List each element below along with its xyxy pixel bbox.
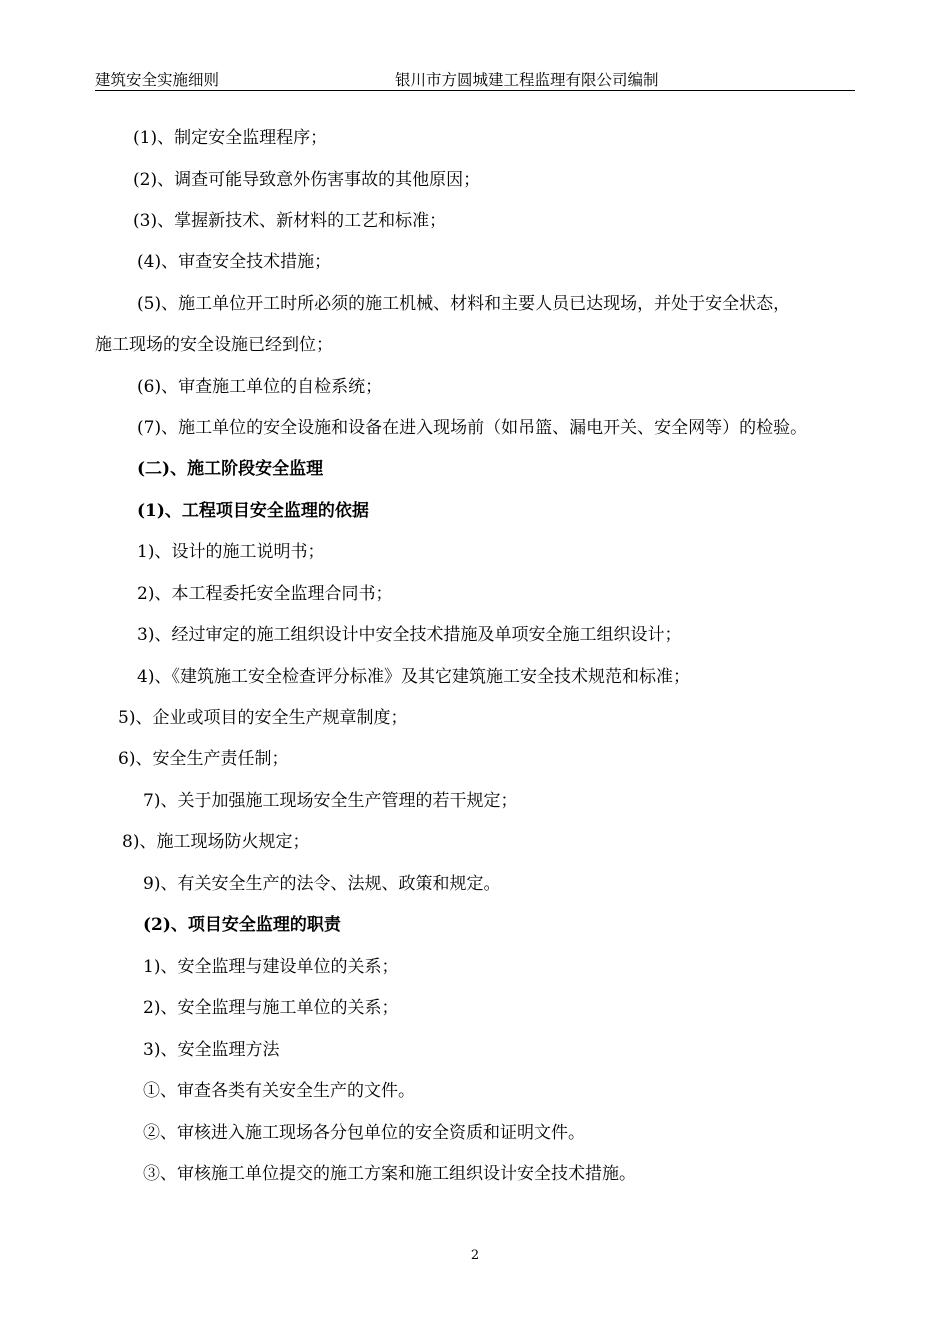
subsection-heading-2: (2)、项目安全监理的职责 — [143, 915, 341, 935]
page-header — [95, 68, 855, 91]
body-line-6: 施工现场的安全设施已经到位； — [95, 335, 333, 355]
duty-item-3: 3)、安全监理方法 — [143, 1040, 280, 1060]
basis-item-1: 1)、设计的施工说明书； — [137, 542, 325, 562]
body-line-2: (2)、调查可能导致意外伤害事故的其他原因； — [133, 170, 481, 190]
duty-item-2: 2)、安全监理与施工单位的关系； — [143, 998, 399, 1018]
basis-item-6: 6)、安全生产责任制； — [118, 749, 289, 769]
basis-item-5: 5)、企业或项目的安全生产规章制度； — [118, 708, 408, 728]
body-line-1: (1)、制定安全监理程序； — [133, 128, 328, 148]
body-line-7: (6)、审查施工单位的自检系统； — [137, 377, 383, 397]
body-line-4: (4)、审查安全技术措施； — [137, 252, 332, 272]
basis-item-8: 8)、施工现场防火规定； — [122, 832, 310, 852]
basis-item-9: 9)、有关安全生产的法令、法规、政策和规定。 — [143, 874, 501, 894]
body-line-5: (5)、施工单位开工时所必须的施工机械、材料和主要人员已达现场，并处于安全状态， — [137, 294, 791, 314]
basis-item-2: 2)、本工程委托安全监理合同书； — [137, 584, 393, 604]
method-item-2: ②、审核进入施工现场各分包单位的安全资质和证明文件。 — [143, 1123, 585, 1143]
subsection-heading-1: (1)、工程项目安全监理的依据 — [137, 501, 369, 521]
method-item-3: ③、审核施工单位提交的施工方案和施工组织设计安全技术措施。 — [143, 1164, 636, 1184]
header-document-title: 建筑安全实施细则 — [95, 71, 220, 89]
basis-item-7: 7)、关于加强施工现场安全生产管理的若干规定； — [143, 791, 518, 811]
basis-item-4: 4)、《建筑施工安全检查评分标准》及其它建筑施工安全技术规范和标准； — [137, 667, 690, 687]
section-heading-2: (二)、施工阶段安全监理 — [137, 459, 324, 479]
header-company-name: 银川市方圆城建工程监理有限公司编制 — [395, 71, 659, 89]
method-item-1: ①、审查各类有关安全生产的文件。 — [143, 1081, 415, 1101]
body-line-8: (7)、施工单位的安全设施和设备在进入现场前（如吊篮、漏电开关、安全网等）的检验。 — [137, 418, 808, 438]
basis-item-3: 3)、经过审定的施工组织设计中安全技术措施及单项安全施工组织设计； — [137, 625, 682, 645]
page-number: 2 — [470, 1248, 480, 1263]
body-line-3: (3)、掌握新技术、新材料的工艺和标准； — [133, 211, 447, 231]
duty-item-1: 1)、安全监理与建设单位的关系； — [143, 957, 399, 977]
